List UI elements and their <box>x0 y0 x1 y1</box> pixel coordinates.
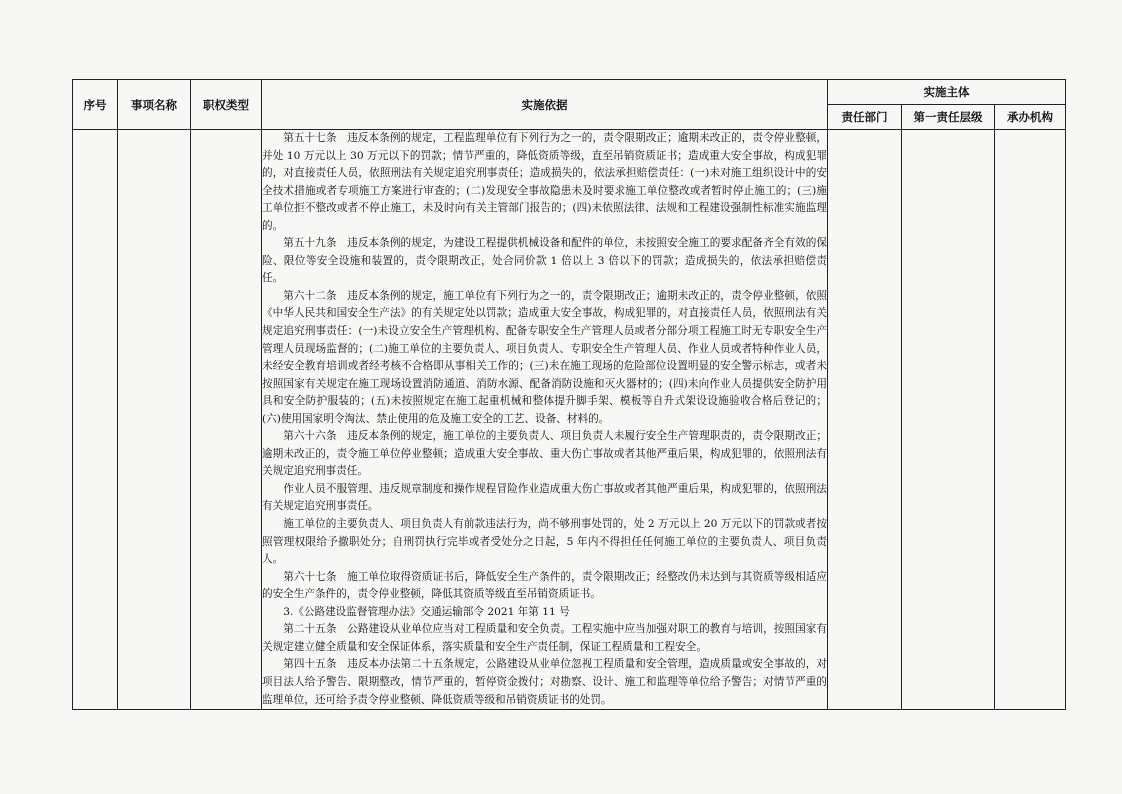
basis-paragraph-10: 第四十五条 违反本办法第二十五条规定，公路建设从业单位忽视工程质量和安全管理，造成质量或安全事故的，对项目法人给予警告、限期整改，情节严重的，暂停资金拨付；对勘察、设计、施工和监理等单位给予警告；对情节严重的监理单位，还可给予责令停业整顿、降低资质等级和吊销资质证书的处罚。 <box>262 658 827 706</box>
basis-paragraph-2: 第五十九条 违反本条例的规定，为建设工程提供机械设备和配件的单位，未按照安全施工的要求配备齐全有效的保险、限位等安全设施和装置的，责令限期改正，处合同价款 1 倍以上 3 倍以下的罚款；造成损失的，依法承担赔偿责任。 <box>262 237 827 285</box>
basis-paragraph-7: 第六十七条 施工单位取得资质证书后，降低安全生产条件的，责令限期改正；经整改仍未达到与其资质等级相适应的安全生产条件的，责令停业整顿，降低其资质等级直至吊销资质证书。 <box>262 570 827 601</box>
header-power-type: 职权类型 <box>191 80 262 130</box>
header-row-1 <box>73 80 1066 105</box>
header-subject: 实施主体 <box>828 80 1066 105</box>
header-level: 第一责任层级 <box>902 105 995 130</box>
cell-item-name <box>118 130 191 710</box>
basis-paragraph-8: 3.《公路建设监督管理办法》交通运输部令 2021 年第 11 号 <box>283 605 570 618</box>
cell-power-type <box>191 130 262 710</box>
header-dept: 责任部门 <box>828 105 902 130</box>
basis-paragraph-1: 第五十七条 违反本条例的规定，工程监理单位有下列行为之一的，责令限期改正；逾期未改正的，责令停业整顿，并处 10 万元以上 30 万元以下的罚款；情节严重的，降低资质等级，直至吊销资质证书；造成重大安全事故，构成犯罪的，对直接责任人员，依照刑法有关规定追究刑事责任；造成损失的，依法承担赔偿责任：(一)未对施工组织设计中的安全技术措施或者专项施工方案进行审查的；(二)发现安全事故隐患未及时要求施工单位整改或者暂时停止施工的；(三)施工单位拒不整改或者不停止施工，未及时向有关主管部门报告的；(四)未依照法律、法规和工程建设强制性标准实施监理的。 <box>262 132 827 232</box>
basis-paragraph-3: 第六十二条 违反本条例的规定，施工单位有下列行为之一的，责令限期改正；逾期未改正的，责令停业整顿，依照《中华人民共和国安全生产法》的有关规定处以罚款；造成重大安全事故，构成犯罪的，对直接责任人员，依照刑法有关规定追究刑事责任：(一)未设立安全生产管理机构、配备专职安全生产管理人员或者分部分项工程施工时无专职安全生产管理人员现场监督的；(二)施工单位的主要负责人、项目负责人、专职安全生产管理人员、作业人员或者特种作业人员，未经安全教育培训或者经考核不合格即从事相关工作的；(三)未在施工现场的危险部位设置明显的安全警示标志，或者未按照国家有关规定在施工现场设置消防通道、消防水源、配备消防设施和灭火器材的；(四)未向作业人员提供安全防护用具和安全防护服装的；(五)未按照规定在施工起重机械和整体提升脚手架、模板等自升式架设设施验收合格后登记的；(六)使用国家明令淘汰、禁止使用的危及施工安全的工艺、设备、材料的。 <box>262 289 827 425</box>
header-agency: 承办机构 <box>995 105 1066 130</box>
header-basis: 实施依据 <box>262 80 828 130</box>
table-row <box>73 130 1066 710</box>
header-item-name: 事项名称 <box>118 80 191 130</box>
cell-level <box>902 130 995 710</box>
cell-seq <box>73 130 118 710</box>
basis-paragraph-5: 作业人员不服管理、违反规章制度和操作规程冒险作业造成重大伤亡事故或者其他严重后果，构成犯罪的，依照刑法有关规定追究刑事责任。 <box>262 482 827 513</box>
cell-agency <box>995 130 1066 710</box>
responsibility-table <box>72 79 1066 710</box>
basis-paragraph-9: 第二十五条 公路建设从业单位应当对工程质量和安全负责。工程实施中应当加强对职工的教育与培训，按照国家有关规定建立健全质量和安全保证体系，落实质量和安全生产责任制，保证工程质量和工程安全。 <box>262 623 827 653</box>
header-seq: 序号 <box>73 80 118 130</box>
basis-paragraph-4: 第六十六条 违反本条例的规定，施工单位的主要负责人、项目负责人未履行安全生产管理职责的，责令限期改正；逾期未改正的，责令施工单位停业整顿；造成重大安全事故、重大伤亡事故或者其他严重后果，构成犯罪的，依照刑法有关规定追究刑事责任。 <box>262 430 827 478</box>
basis-paragraph-6: 施工单位的主要负责人、项目负责人有前款违法行为，尚不够刑事处罚的，处 2 万元以上 20 万元以下的罚款或者按照管理权限给予撤职处分；自刑罚执行完毕或者受处分之日起，5 年内不得担任任何施工单位的主要负责人、项目负责人。 <box>262 518 827 566</box>
cell-dept <box>828 130 902 710</box>
cell-basis <box>262 130 828 710</box>
